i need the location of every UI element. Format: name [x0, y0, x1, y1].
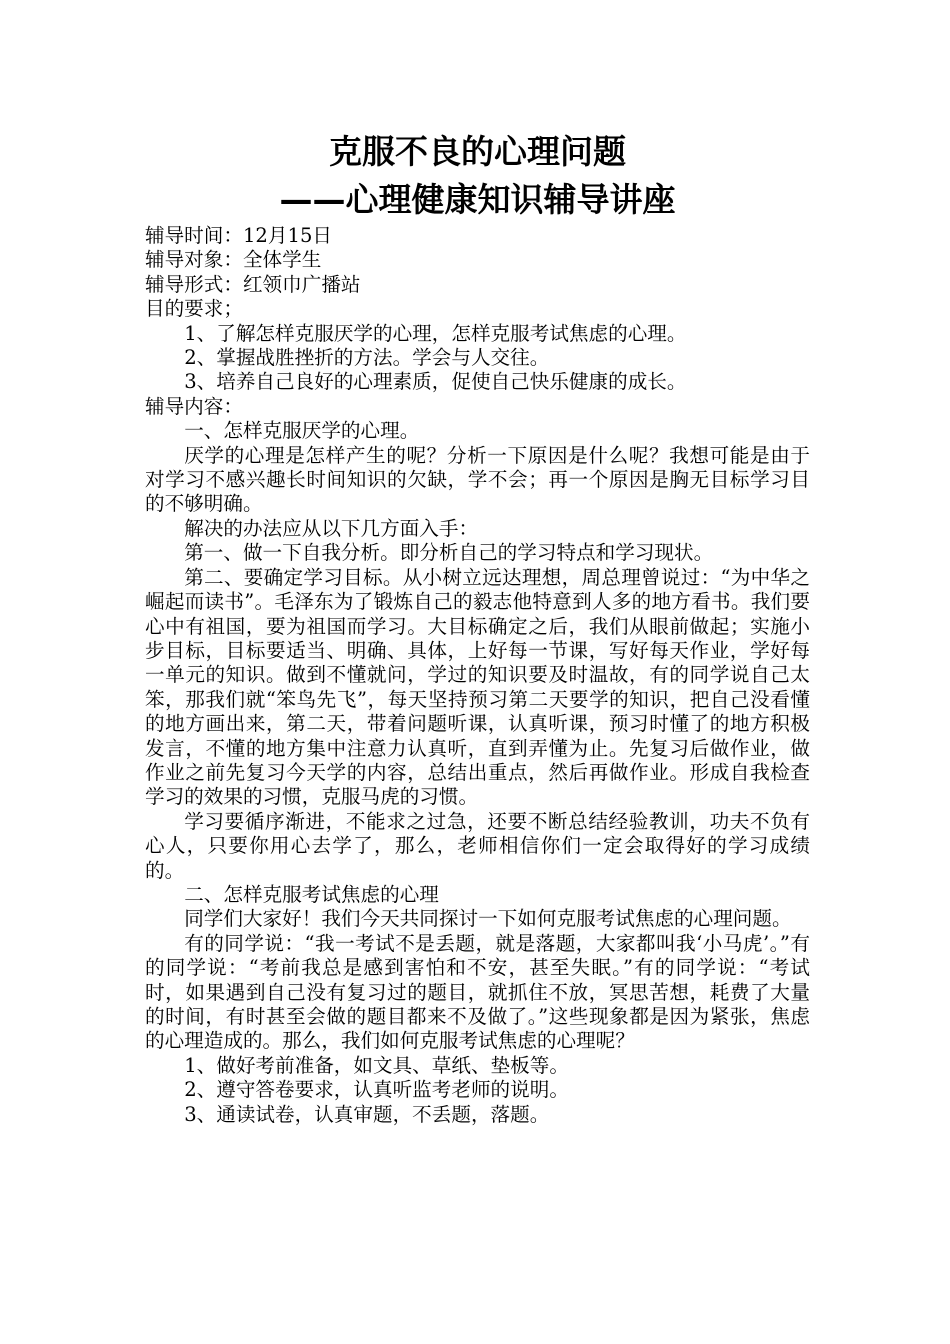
document-body — [145, 224, 810, 1127]
section2-heading: 二、怎样克服考试焦虑的心理 — [184, 882, 439, 906]
document-page — [145, 128, 810, 1127]
section1-paragraph: 解决的办法应从以下几方面入手： — [184, 516, 479, 540]
document-subtitle: ——心理健康知识辅导讲座 — [279, 180, 676, 219]
meta-audience: 辅导对象：全体学生 — [145, 248, 322, 272]
section1-heading: 一、怎样克服厌学的心理。 — [184, 419, 420, 443]
meta-format: 辅导形式：红领巾广播站 — [145, 272, 361, 296]
section1-paragraph: 第二、要确定学习目标。从小树立远达理想，周总理曾说过：“为中华之崛起而读书”。毛泽东为了锻炼自己的毅志他特意到人多的地方看书。我们要心中有祖国，要为祖国而学习。大目标确定之后，我们从眼前做起；实施小步目标，目标要适当、明确、具体，上好每一节课，写好每天作业，学好每一单元的知识。做到不懂就问，学过的知识要及时温故，有的同学说自己太笨，那我们就“笨鸟先飞”，每天坚持预习第二天要学的知识，把自己没看懂的地方画出来，第二天，带着问题听课，认真听课，预习时懂了的地方积极发言，不懂的地方集中注意力认真听，直到弄懂为止。先复习后做作业，做作业之前先复习今天学的内容，总结出重点，然后再做作业。形成自我检查学习的效果的习惯，克服马虎的习惯。 — [145, 565, 810, 809]
goal-item: 3、培养自己良好的心理素质，促使自己快乐健康的成长。 — [184, 370, 687, 394]
section2-paragraph: 同学们大家好！我们今天共同探讨一下如何克服考试焦虑的心理问题。 — [184, 907, 792, 931]
section2-list-item: 3、通读试卷，认真审题，不丢题，落题。 — [184, 1102, 550, 1126]
content-heading: 辅导内容： — [145, 394, 243, 418]
section1-paragraph: 学习要循序渐进，不能求之过急，还要不断总结经验教训，功夫不负有心人，只要你用心去学了，那么，老师相信你们一定会取得好的学习成绩的。 — [145, 809, 810, 882]
document-title: 克服不良的心理问题 — [329, 132, 626, 171]
section2-list-item: 2、遵守答卷要求，认真听监考老师的说明。 — [184, 1078, 569, 1102]
goal-item: 2、掌握战胜挫折的方法。学会与人交往。 — [184, 346, 550, 370]
section1-paragraph: 厌学的心理是怎样产生的呢？分析一下原因是什么呢？我想可能是由于对学习不感兴趣长时间知识的欠缺，学不会；再一个原因是胸无目标学习目的不够明确。 — [145, 443, 810, 516]
section1-paragraph: 第一、做一下自我分析。即分析自己的学习特点和学习现状。 — [184, 541, 714, 565]
meta-time: 辅导时间：12月15日 — [145, 224, 333, 247]
goal-item: 1、了解怎样克服厌学的心理，怎样克服考试焦虑的心理。 — [184, 321, 687, 345]
meta-goals-heading: 目的要求； — [145, 297, 243, 321]
section2-paragraph: 有的同学说：“我一考试不是丢题，就是落题，大家都叫我‘小马虎’。”有的同学说：“考前我总是感到害怕和不安，甚至失眠。”有的同学说：“考试时，如果遇到自己没有复习过的题目，就抓住不放，冥思苦想，耗费了大量的时间，有时甚至会做的题目都来不及做了。”这些现象都是因为紧张，焦虑的心理造成的。那么，我们如何克服考试焦虑的心理呢？ — [145, 931, 810, 1053]
section2-list-item: 1、做好考前准备，如文具、草纸、垫板等。 — [184, 1053, 569, 1077]
